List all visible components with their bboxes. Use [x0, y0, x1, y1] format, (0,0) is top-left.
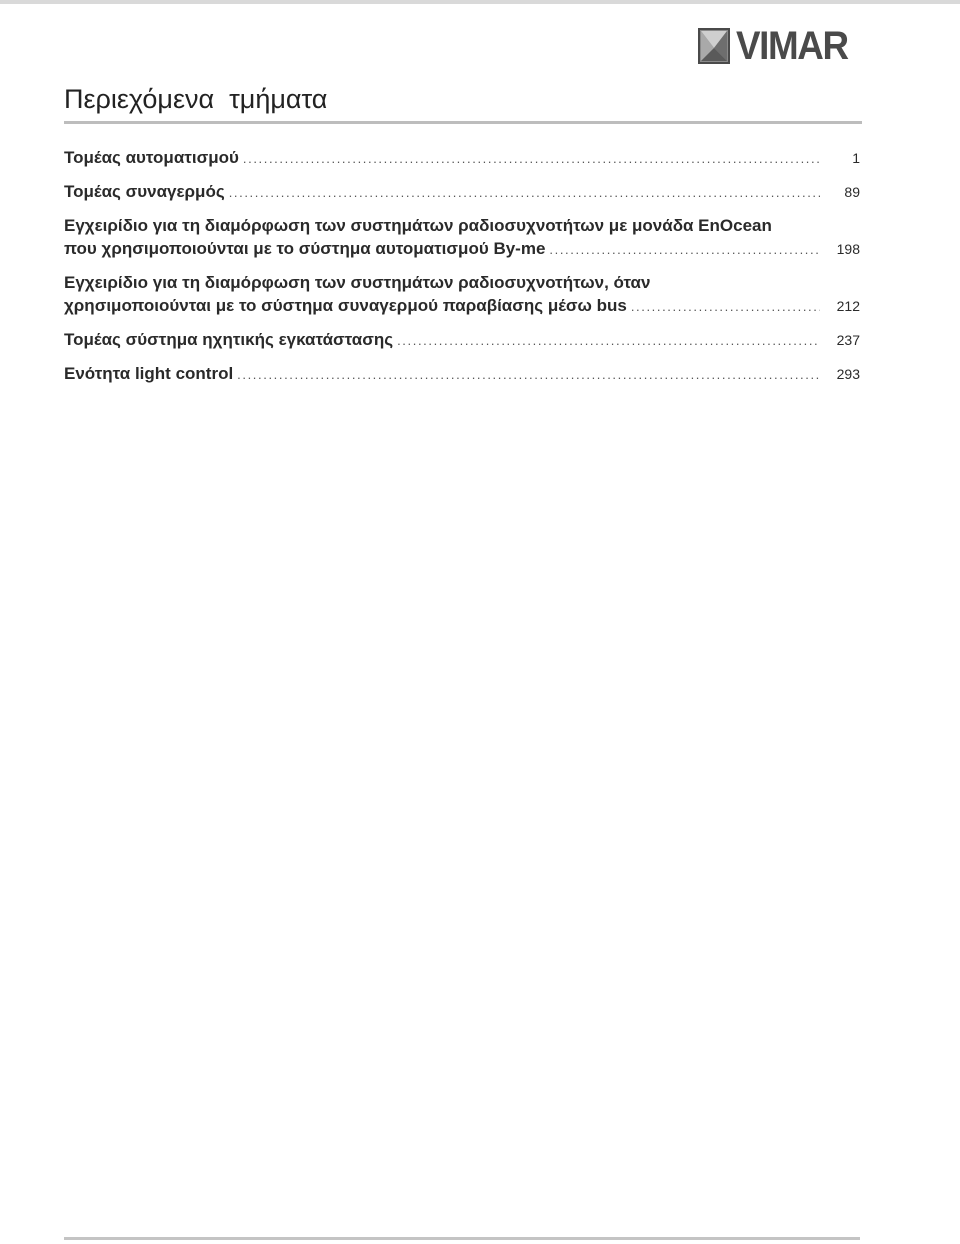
vimar-emblem-icon [698, 28, 730, 64]
toc-page-number: 237 [836, 332, 860, 348]
toc-entry-title: Τομέας αυτοματισμού [64, 148, 239, 167]
toc-entry-title: Εγχειρίδιο για τη διαμόρφωση των συστημάτων ραδιοσυχνοτήτων, όταν [64, 273, 651, 292]
toc-entry-title: Εγχειρίδιο για τη διαμόρφωση των συστημάτων ραδιοσυχνοτήτων με μονάδα EnOcean [64, 216, 772, 235]
toc-entry[interactable] [64, 362, 860, 386]
dot-leader [397, 329, 820, 352]
vimar-wordmark: VIMAR [736, 24, 848, 68]
toc-page-number: 212 [836, 298, 860, 314]
toc-entry-line [64, 362, 860, 386]
page-title: Περιεχόμενα τμήματα [64, 84, 328, 114]
footer-divider [64, 1237, 860, 1240]
toc-entry-line [64, 237, 860, 261]
toc-entry[interactable] [64, 271, 860, 318]
table-of-contents [64, 146, 860, 396]
top-strip [0, 0, 960, 4]
dot-leader [243, 147, 820, 170]
toc-page-number: 89 [844, 184, 860, 200]
toc-entry-title: Ενότητα light control [64, 364, 234, 383]
toc-page-number: 1 [852, 150, 860, 166]
toc-entry-line [64, 146, 860, 170]
toc-entry[interactable] [64, 146, 860, 170]
toc-entry[interactable] [64, 180, 860, 204]
toc-entry-line [64, 328, 860, 352]
toc-entry-line [64, 271, 860, 294]
dot-leader [237, 363, 820, 386]
toc-entry-title: Τομέας σύστημα ηχητικής εγκατάστασης [64, 330, 394, 349]
toc-page-number: 293 [836, 366, 860, 382]
toc-entry-line [64, 294, 860, 318]
toc-entry[interactable] [64, 214, 860, 261]
vimar-logo [698, 24, 857, 68]
title-divider [64, 121, 862, 124]
dot-leader [549, 238, 820, 261]
toc-entry-line [64, 180, 860, 204]
toc-entry-title: Τομέας συναγερμός [64, 182, 225, 201]
toc-entry[interactable] [64, 328, 860, 352]
toc-entry-line [64, 214, 860, 237]
toc-entry-title: χρησιμοποιούνται με το σύστημα συναγερμού παραβίασης μέσω bus [64, 296, 627, 315]
toc-page-number: 198 [836, 241, 860, 257]
dot-leader [229, 181, 820, 204]
toc-entry-title: που χρησιμοποιούνται με το σύστημα αυτοματισμού By-me [64, 239, 546, 258]
dot-leader [631, 295, 820, 318]
